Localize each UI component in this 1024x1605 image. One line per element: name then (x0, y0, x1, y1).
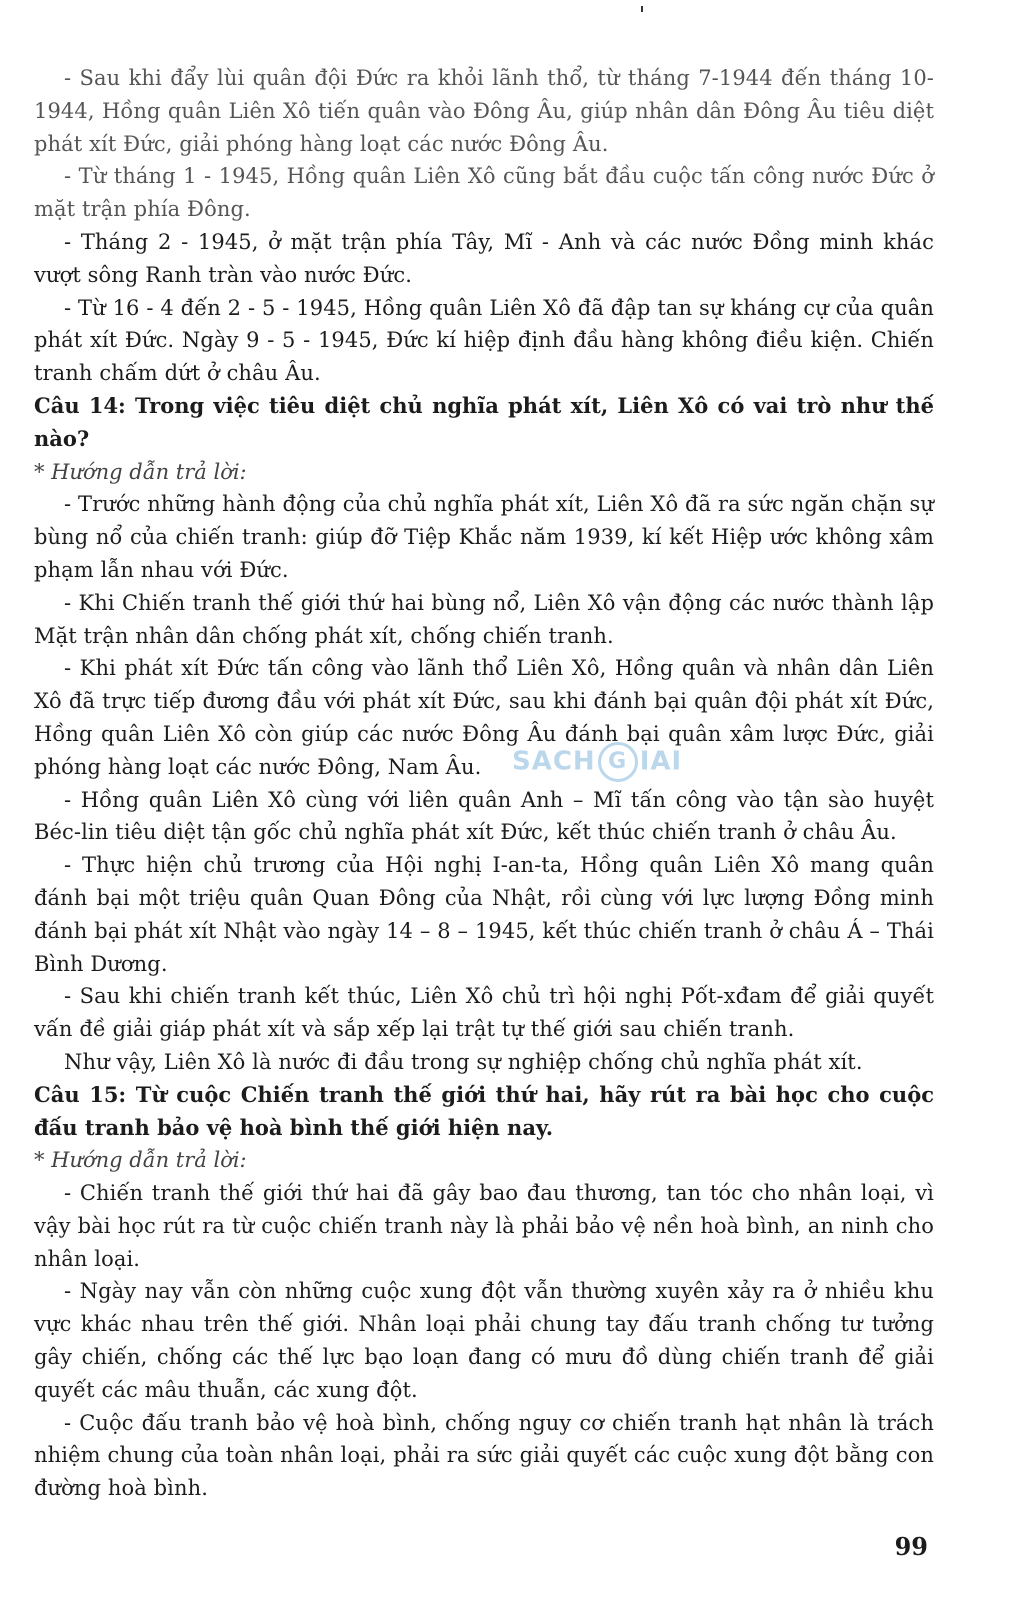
watermark-text-right: IAI (639, 746, 683, 777)
question-15-answer-3: - Cuộc đấu tranh bảo vệ hoà bình, chống nguy cơ chiến tranh hạt nhân là trách nhiệm chung của toàn nhân loại, phải ra sức giải quyết các cuộc xung đột bằng con đường hoà bình. (34, 1410, 934, 1501)
question-15-heading: Câu 15: Từ cuộc Chiến tranh thế giới thứ hai, hãy rút ra bài học cho cuộc đấu tranh bảo vệ hoà bình thế giới hiện nay. (34, 1081, 934, 1140)
question-15-answer-2: - Ngày nay vẫn còn những cuộc xung đột vẫn thường xuyên xảy ra ở nhiều khu vực khác nhau trên thế giới. Nhân loại phải chung tay đấu tranh chống tư tưởng gây chiến, chống các thế lực bạo loạn đang có mưu đồ dùng chiến tranh để giải quyết các mâu thuẫn, các xung đột. (34, 1279, 934, 1402)
question-14-answer-6: - Sau khi chiến tranh kết thúc, Liên Xô chủ trì hội nghị Pốt-xđam để giải quyết vấn đề giải giáp phát xít và sắp xếp lại trật tự thế giới sau chiến tranh. (34, 984, 934, 1042)
page-content (34, 62, 934, 1505)
page-number: 99 (894, 1532, 928, 1561)
question-14-answer-2: - Khi Chiến tranh thế giới thứ hai bùng nổ, Liên Xô vận động các nước thành lập Mặt trận nhân dân chống phát xít, chống chiến tranh. (34, 590, 934, 648)
question-14-answer-5: - Thực hiện chủ trương của Hội nghị I-an-ta, Hồng quân Liên Xô mang quân đánh bại một triệu quân Quan Đông của Nhật, rồi cùng với lực lượng Đồng minh đánh bại phát xít Nhật vào ngày 14 – 8 – 1945, kết thúc chiến tranh ở châu Á – Thái Bình Dương. (34, 853, 934, 976)
watermark-logo (512, 742, 682, 782)
question-15-guide-label: * Hướng dẫn trả lời: (34, 1148, 247, 1173)
question-14-answer-1: - Trước những hành động của chủ nghĩa phát xít, Liên Xô đã ra sức ngăn chặn sự bùng nổ của chiến tranh: giúp đỡ Tiệp Khắc năm 1939, kí kết Hiệp ước không xâm phạm lẫn nhau với Đức. (34, 492, 934, 582)
scan-mark (641, 6, 643, 12)
question-14-answer-3: - Khi phát xít Đức tấn công vào lãnh thổ Liên Xô, Hồng quân và nhân dân Liên Xô đã trực tiếp đương đầu với phát xít Đức, sau khi đánh bại quân đội phát xít Đức, Hồng quân Liên Xô còn giúp các nước Đông Âu đánh bại quân xâm lược Đức, giải phóng hàng loạt các nước Đông, Nam Âu. (34, 656, 934, 779)
watermark-ring-icon: G (598, 742, 638, 782)
paragraph-intro-2: - Từ tháng 1 - 1945, Hồng quân Liên Xô cũng bắt đầu cuộc tấn công nước Đức ở mặt trận phía Đông. (34, 164, 934, 222)
paragraph-intro-3: - Tháng 2 - 1945, ở mặt trận phía Tây, Mĩ - Anh và các nước Đồng minh khác vượt sông Ranh tràn vào nước Đức. (34, 229, 934, 287)
question-14-conclusion: Như vậy, Liên Xô là nước đi đầu trong sự nghiệp chống chủ nghĩa phát xít. (64, 1049, 863, 1074)
question-15-answer-1: - Chiến tranh thế giới thứ hai đã gây bao đau thương, tan tóc cho nhân loại, vì vậy bài học rút ra từ cuộc chiến tranh này là phải bảo vệ nền hoà bình, an ninh cho nhân loại. (34, 1181, 934, 1271)
question-14-guide-label: * Hướng dẫn trả lời: (34, 459, 247, 484)
paragraph-intro-1: - Sau khi đẩy lùi quân đội Đức ra khỏi lãnh thổ, từ tháng 7-1944 đến tháng 10-1944, Hồng quân Liên Xô tiến quân vào Đông Âu, giúp nhân dân Đông Âu tiêu diệt phát xít Đức, giải phóng hàng loạt các nước Đông Âu. (34, 66, 934, 156)
paragraph-intro-4: - Từ 16 - 4 đến 2 - 5 - 1945, Hồng quân Liên Xô đã đập tan sự kháng cự của quân phát xít Đức. Ngày 9 - 5 - 1945, Đức kí hiệp định đầu hàng không điều kiện. Chiến tranh chấm dứt ở châu Âu. (34, 295, 934, 386)
watermark-text-left: SACH (512, 746, 596, 777)
question-14-answer-4: - Hồng quân Liên Xô cùng với liên quân Anh – Mĩ tấn công vào tận sào huyệt Béc-lin tiêu diệt tận gốc chủ nghĩa phát xít Đức, kết thúc chiến tranh ở châu Âu. (34, 787, 934, 845)
question-14-heading: Câu 14: Trong việc tiêu diệt chủ nghĩa phát xít, Liên Xô có vai trò như thế nào? (34, 392, 934, 451)
